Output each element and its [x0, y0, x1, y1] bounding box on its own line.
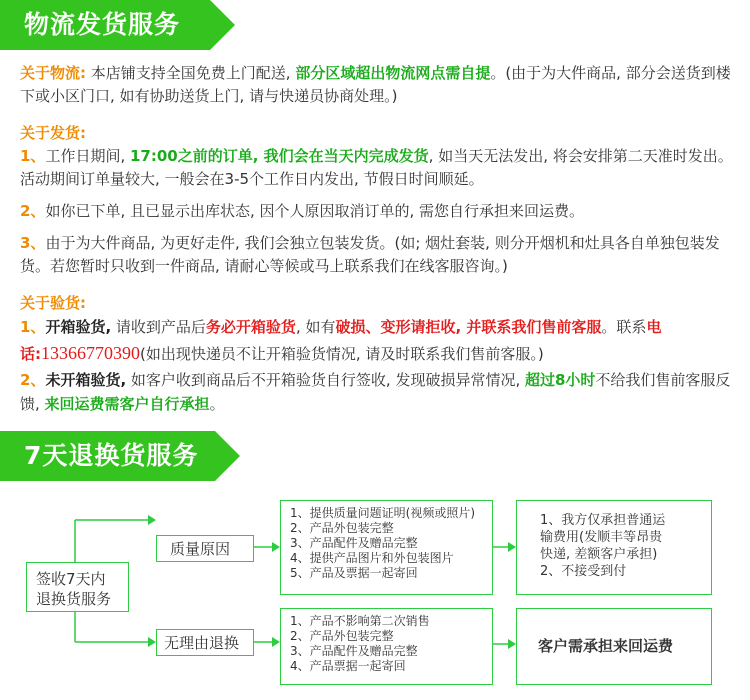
shipping-item-2-text: 如你已下单, 且已显示出库状态, 因个人原因取消订单的, 需您自行承担来回运费。: [45, 202, 585, 220]
logistics-label: 关于物流:: [20, 64, 86, 82]
inspection-item-1-highlight-2: 破损、变形请拒收, 并联系我们售前客服: [335, 318, 602, 336]
shipping-item-1-text-2: , 如当天无法发出, 将会安排第二天准时发出。活动期间订单量较大, 一般会在3-5个工作日内发出, 节假日时间顺延。: [20, 147, 733, 188]
list-item: 2、产品外包装完整: [290, 629, 394, 643]
inspection-item-2-highlight-1: 超过8小时: [524, 371, 596, 389]
inspection-item-1-text-4: (如出现快递员不让开箱验货情况, 请及时联系我们售前客服。): [140, 345, 544, 363]
inspection-item-2-num: 2、: [20, 371, 46, 389]
list-item: 1、我方仅承担普通运: [540, 513, 666, 528]
shipping-label: 关于发货:: [20, 124, 86, 142]
shipping-item-3-text: 由于为大件商品, 为更好走件, 我们会独立包装发货。(如; 烟灶套装, 则分开烟机和灶具各自单独包装发货。若您暂时只收到一件商品, 请耐心等候或马上联系我们在线客服咨询。): [20, 234, 720, 275]
inspection-item-2-title: 未开箱验货,: [45, 371, 127, 389]
quality-result-list: [540, 512, 665, 580]
inspection-item-2-text-2: 不给我们售前客服反馈,: [20, 371, 731, 413]
no-reason-result: 客户需承担来回运费: [538, 637, 674, 655]
inspection-item-1: [20, 314, 735, 367]
list-item: 1、产品不影响第二次销售: [290, 614, 430, 628]
inspection-item-1-text-3: 。联系: [601, 318, 647, 336]
inspection-item-2-text: 如客户收到商品后不开箱验货自行签收, 发现破损异常情况,: [126, 371, 525, 389]
shipping-item-3: [20, 232, 735, 278]
shipping-item-2: [20, 200, 735, 223]
inspection-item-1-highlight-1: 务必开箱验货: [205, 318, 296, 336]
root-label-line-1: 签收7天内: [36, 570, 106, 588]
shipping-item-2-num: 2、: [20, 202, 46, 220]
root-label-line-2: 退换货服务: [36, 590, 112, 608]
list-item: 3、产品配件及赠品完整: [290, 644, 418, 658]
inspection-item-1-title: 开箱验货,: [45, 318, 112, 336]
shipping-item-1-num: 1、: [20, 147, 46, 165]
logistics-text: 本店铺支持全国免费上门配送,: [86, 64, 296, 82]
list-item: 4、产品票据一起寄回: [290, 659, 406, 673]
return-banner: [0, 431, 240, 481]
no-reason-conditions-list: [290, 614, 430, 674]
no-reason-label: 无理由退换: [164, 634, 240, 652]
logistics-highlight: 部分区域超出物流网点需自提: [295, 64, 491, 82]
inspection-item-2-highlight-2: 来回运费需客户自行承担: [44, 395, 210, 413]
list-item: 2、不接受到付: [540, 564, 627, 579]
list-item: 快递, 差额客户承担): [540, 547, 658, 562]
logistics-banner-title: 物流发货服务: [24, 10, 181, 39]
logistics-paragraph: [20, 62, 735, 108]
phone-label: 电话:: [20, 318, 662, 363]
inspection-item-1-num: 1、: [20, 318, 46, 336]
shipping-item-1-highlight: 17:00之前的订单, 我们会在当天内完成发货: [129, 147, 429, 165]
list-item: 4、提供产品图片和外包装图片: [290, 551, 454, 565]
shipping-item-1-text: 工作日期间,: [45, 147, 130, 165]
list-item: 3、产品配件及赠品完整: [290, 536, 418, 550]
logistics-banner: [0, 0, 235, 50]
list-item: 输费用(发顺丰等昂贵: [540, 530, 663, 545]
inspection-item-1-text-2: , 如有: [295, 318, 336, 336]
quality-label: 质量原因: [170, 540, 231, 558]
list-item: 2、产品外包装完整: [290, 521, 394, 535]
inspection-item-1-text: 请收到产品后: [111, 318, 206, 336]
shipping-item-1: [20, 145, 735, 191]
shipping-item-3-num: 3、: [20, 234, 46, 252]
list-item: 1、提供质量问题证明(视频或照片): [290, 506, 475, 520]
logistics-text-2: 。(由于为大件商品, 部分会送货到楼下或小区门口, 如有协助送货上门, 请与快递员协商处理。): [20, 64, 731, 105]
inspection-item-2: [20, 368, 735, 416]
phone-number: 13366770390: [41, 343, 140, 363]
inspection-item-2-text-3: 。: [209, 395, 225, 413]
list-item: 5、产品及票据一起寄回: [290, 566, 418, 580]
quality-conditions-list: [290, 506, 475, 581]
inspection-label: 关于验货:: [20, 294, 86, 312]
return-banner-title: 7天退换货服务: [24, 441, 199, 470]
